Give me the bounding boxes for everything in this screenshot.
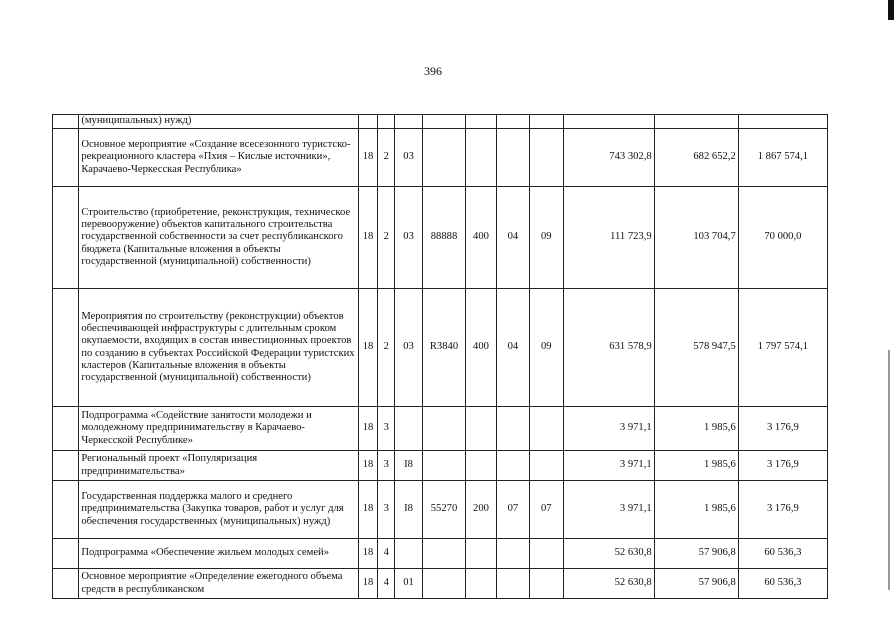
row-name: Подпрограмма «Обеспечение жильем молодых семей»: [79, 539, 359, 569]
value-cell: 111 723,9: [563, 187, 654, 289]
code-cell: 18: [358, 129, 377, 187]
code-cell: [496, 451, 529, 481]
value-cell: 743 302,8: [563, 129, 654, 187]
value-cell: 60 536,3: [738, 539, 827, 569]
row-name: Региональный проект «Популяризация предпринимательства»: [79, 451, 359, 481]
value-cell: 57 906,8: [654, 569, 738, 599]
blank-cell: [53, 481, 79, 539]
value-cell: [563, 115, 654, 129]
code-cell: [530, 407, 563, 451]
code-cell: 03: [395, 187, 422, 289]
code-cell: [466, 539, 496, 569]
value-cell: 70 000,0: [738, 187, 827, 289]
code-cell: [530, 539, 563, 569]
code-cell: 18: [358, 187, 377, 289]
code-cell: 03: [395, 129, 422, 187]
table-row: [53, 187, 828, 289]
code-cell: [466, 129, 496, 187]
code-cell: 2: [378, 289, 395, 407]
budget-table: [52, 114, 828, 599]
value-cell: 3 971,1: [563, 407, 654, 451]
code-cell: 3: [378, 407, 395, 451]
value-cell: 103 704,7: [654, 187, 738, 289]
code-cell: [530, 569, 563, 599]
value-cell: [738, 115, 827, 129]
row-name: Основное мероприятие «Создание всесезонного туристско-рекреационного кластера «Пхия – Кислые источники», Карачаево-Черкесская Республика»: [79, 129, 359, 187]
code-cell: 18: [358, 569, 377, 599]
code-cell: 18: [358, 451, 377, 481]
code-cell: 88888: [422, 187, 466, 289]
value-cell: [654, 115, 738, 129]
row-name: Мероприятия по строительству (реконструкции) объектов обеспечивающей инфраструктуры с длительным сроком окупаемости, входящих в состав инвестиционных проектов по созданию в субъектах Российской Федерации туристских кластеров (Капитальные вложения в объекты государственной (муниципальной) собственности): [79, 289, 359, 407]
code-cell: [378, 115, 395, 129]
code-cell: I8: [395, 451, 422, 481]
value-cell: 3 176,9: [738, 481, 827, 539]
row-name: Основное мероприятие «Определение ежегодного объема средств в республиканском: [79, 569, 359, 599]
code-cell: [422, 451, 466, 481]
code-cell: 09: [530, 187, 563, 289]
code-cell: 18: [358, 539, 377, 569]
code-cell: I8: [395, 481, 422, 539]
row-name: Строительство (приобретение, реконструкция, техническое перевооружение) объектов капитального строительства государственной собственности за счет республиканского бюджета (Капитальные вложения в объекты государственной (муниципальной) собственности): [79, 187, 359, 289]
code-cell: 18: [358, 289, 377, 407]
blank-cell: [53, 569, 79, 599]
code-cell: [395, 407, 422, 451]
code-cell: 400: [466, 187, 496, 289]
value-cell: 3 176,9: [738, 451, 827, 481]
table-row: [53, 481, 828, 539]
code-cell: 01: [395, 569, 422, 599]
table-row: [53, 407, 828, 451]
code-cell: [422, 569, 466, 599]
table-row: [53, 115, 828, 129]
blank-cell: [53, 115, 79, 129]
table-row: [53, 451, 828, 481]
code-cell: 07: [530, 481, 563, 539]
code-cell: [530, 451, 563, 481]
code-cell: 09: [530, 289, 563, 407]
value-cell: 52 630,8: [563, 539, 654, 569]
value-cell: 631 578,9: [563, 289, 654, 407]
value-cell: 1 797 574,1: [738, 289, 827, 407]
scan-edge-mark: [888, 0, 894, 20]
value-cell: 52 630,8: [563, 569, 654, 599]
code-cell: 55270: [422, 481, 466, 539]
value-cell: 3 176,9: [738, 407, 827, 451]
scan-side-line: [888, 350, 890, 590]
value-cell: 3 971,1: [563, 481, 654, 539]
blank-cell: [53, 407, 79, 451]
blank-cell: [53, 129, 79, 187]
code-cell: [466, 569, 496, 599]
code-cell: 04: [496, 187, 529, 289]
code-cell: 07: [496, 481, 529, 539]
code-cell: [496, 539, 529, 569]
row-name: Государственная поддержка малого и среднего предпринимательства (Закупка товаров, работ и услуг для обеспечения государственных (муниципальных) нужд): [79, 481, 359, 539]
value-cell: 1 985,6: [654, 407, 738, 451]
code-cell: [395, 539, 422, 569]
table-row: [53, 129, 828, 187]
value-cell: 682 652,2: [654, 129, 738, 187]
code-cell: 400: [466, 289, 496, 407]
table-body: [53, 115, 828, 599]
code-cell: [466, 407, 496, 451]
blank-cell: [53, 539, 79, 569]
blank-cell: [53, 187, 79, 289]
code-cell: [496, 569, 529, 599]
code-cell: [422, 129, 466, 187]
value-cell: 57 906,8: [654, 539, 738, 569]
code-cell: 4: [378, 539, 395, 569]
value-cell: 1 867 574,1: [738, 129, 827, 187]
code-cell: 200: [466, 481, 496, 539]
code-cell: 2: [378, 129, 395, 187]
code-cell: 3: [378, 481, 395, 539]
value-cell: 578 947,5: [654, 289, 738, 407]
code-cell: 18: [358, 407, 377, 451]
blank-cell: [53, 451, 79, 481]
code-cell: [358, 115, 377, 129]
code-cell: [422, 407, 466, 451]
value-cell: 1 985,6: [654, 451, 738, 481]
code-cell: 04: [496, 289, 529, 407]
code-cell: [422, 539, 466, 569]
code-cell: [496, 129, 529, 187]
code-cell: [496, 407, 529, 451]
page-number: 396: [424, 64, 442, 78]
code-cell: 2: [378, 187, 395, 289]
code-cell: [530, 115, 563, 129]
code-cell: 3: [378, 451, 395, 481]
code-cell: [496, 115, 529, 129]
table-row: [53, 539, 828, 569]
table-row: [53, 569, 828, 599]
code-cell: [422, 115, 466, 129]
table-row: [53, 289, 828, 407]
code-cell: [530, 129, 563, 187]
code-cell: R3840: [422, 289, 466, 407]
code-cell: 18: [358, 481, 377, 539]
value-cell: 60 536,3: [738, 569, 827, 599]
code-cell: [466, 115, 496, 129]
blank-cell: [53, 289, 79, 407]
code-cell: [395, 115, 422, 129]
row-name: (муниципальных) нужд): [79, 115, 359, 129]
code-cell: 4: [378, 569, 395, 599]
value-cell: 3 971,1: [563, 451, 654, 481]
code-cell: [466, 451, 496, 481]
code-cell: 03: [395, 289, 422, 407]
value-cell: 1 985,6: [654, 481, 738, 539]
row-name: Подпрограмма «Содействие занятости молодежи и молодежному предпринимательству в Карачаево-Черкесской Республике»: [79, 407, 359, 451]
